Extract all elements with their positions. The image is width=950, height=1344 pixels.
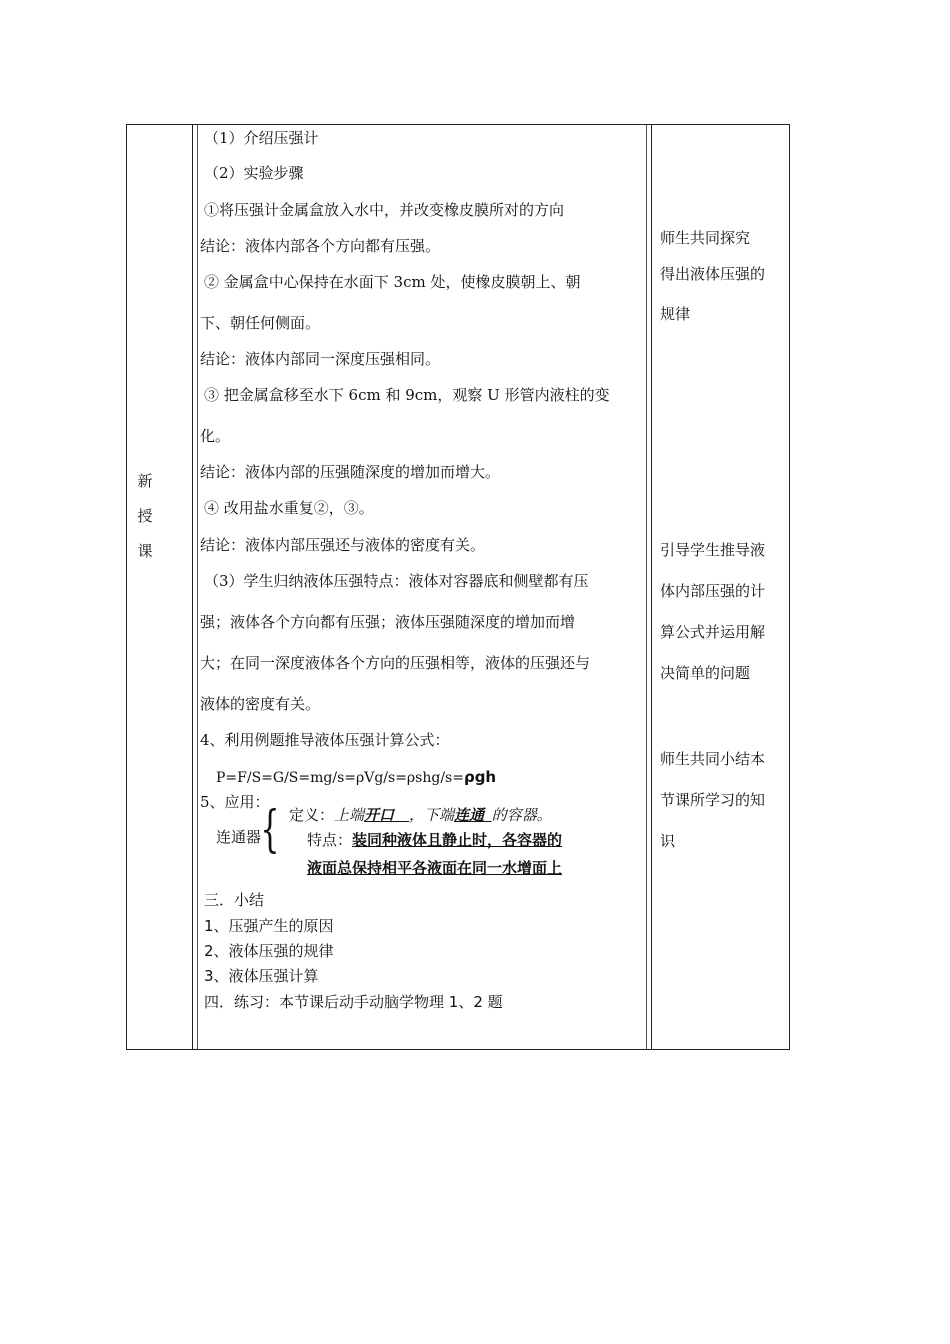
content-line: 化。 [200, 427, 231, 445]
content-line: ② 金属盒中心保持在水面下 3cm 处，使橡皮膜朝上、朝 [204, 273, 581, 291]
activity-text: 体内部压强的计 [660, 582, 766, 600]
activity-text: 师生共同探究 [660, 229, 751, 247]
content-line: 结论：液体内部同一深度压强相同。 [200, 350, 441, 368]
activity-text: 师生共同小结本 [660, 750, 766, 768]
content-line: （2）实验步骤 [204, 164, 304, 182]
content-line: 结论：液体内部的压强随深度的增加而增大。 [200, 463, 501, 481]
definition-line [289, 805, 552, 825]
feature-text: 装同种液体且静止时，各容器的 [352, 831, 563, 849]
summary-item: 2、液体压强的规律 [204, 942, 334, 960]
content-line: （3）学生归纳液体压强特点：液体对容器底和侧壁都有压 [204, 572, 589, 590]
definition-prefix: 定义： [289, 806, 335, 824]
activity-text: 节课所学习的知 [660, 791, 766, 809]
connector-label: 连通器 [216, 828, 262, 846]
feature-text: 液面总保持相平各液面在同一水增面上 [307, 859, 563, 877]
summary-item: 1、压强产生的原因 [204, 917, 334, 935]
definition-text: 上端 [334, 806, 365, 824]
section-label-char: 授 [137, 507, 153, 525]
content-line: 液体的密度有关。 [200, 695, 321, 713]
definition-text: 的容器。 [491, 806, 552, 824]
content-line: ③ 把金属盒移至水下 6cm 和 9cm，观察 U 形管内液柱的变 [204, 386, 610, 404]
activity-text: 决简单的问题 [660, 664, 751, 682]
activity-text: 引导学生推导液 [660, 541, 766, 559]
activity-text: 算公式并运用解 [660, 623, 766, 641]
activity-text: 得出液体压强的 [660, 265, 766, 283]
content-line: 下、朝任何侧面。 [200, 314, 321, 332]
feature-prefix: 特点： [307, 831, 353, 849]
blank-fill [394, 806, 409, 824]
definition-text: ，下端 [409, 806, 455, 824]
exercise-line: 四．练习：本节课后动手动脑学物理 1、2 题 [204, 993, 503, 1011]
column-divider-left [192, 125, 193, 1049]
section-label-char: 新 [137, 472, 153, 490]
content-line: ④ 改用盐水重复②，③。 [204, 499, 374, 517]
definition-blank: 连通 [454, 806, 485, 824]
formula-result: ρgh [463, 768, 497, 786]
left-brace: { [260, 800, 280, 858]
column-guide-right [646, 125, 647, 1049]
content-line: （1）介绍压强计 [204, 129, 319, 147]
content-line: 结论：液体内部各个方向都有压强。 [200, 237, 441, 255]
section-label-column [127, 125, 192, 1049]
content-line: 大；在同一深度液体各个方向的压强相等，液体的压强还与 [200, 654, 591, 672]
content-line: 结论：液体内部压强还与液体的密度有关。 [200, 536, 486, 554]
section-label-char: 课 [137, 542, 153, 560]
column-divider-right [651, 125, 652, 1049]
column-guide-left [197, 125, 198, 1049]
content-line: 5、应用： [200, 793, 270, 811]
activity-text: 识 [660, 832, 676, 850]
blank-fill [484, 806, 492, 824]
formula-text: P=F/S=G/S=mg/s=ρVg/s=ρshg/s= [216, 770, 464, 786]
feature-line [307, 830, 562, 850]
summary-title: 三．小结 [204, 891, 265, 909]
summary-item: 3、液体压强计算 [204, 967, 319, 985]
content-line: 强；液体各个方向都有压强；液体压强随深度的增加而增 [200, 613, 576, 631]
definition-blank: 开口 [364, 806, 395, 824]
content-line: ①将压强计金属盒放入水中，并改变橡皮膜所对的方向 [204, 201, 565, 219]
activity-text: 规律 [660, 305, 691, 323]
pressure-formula [216, 767, 496, 788]
content-line: 4、利用例题推导液体压强计算公式： [200, 731, 450, 749]
